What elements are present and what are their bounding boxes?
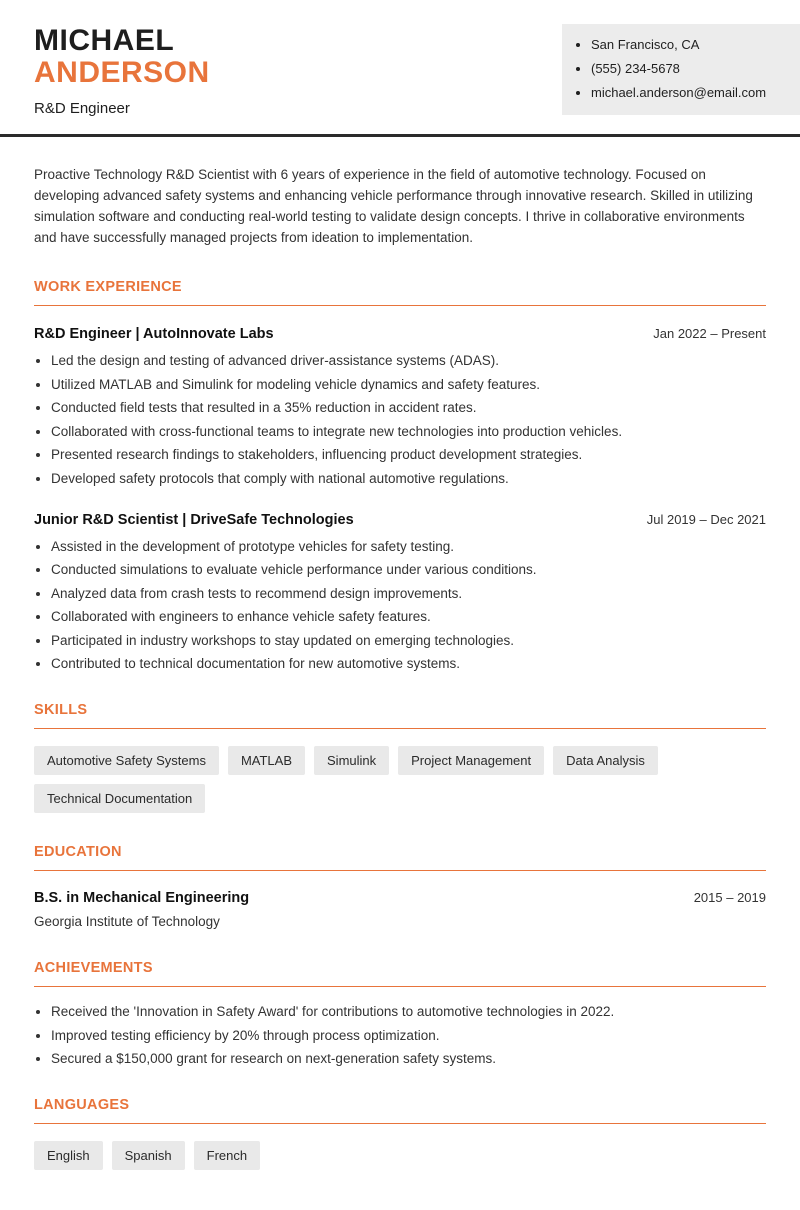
skill-tag: Simulink xyxy=(314,746,389,775)
first-name: MICHAEL xyxy=(34,24,175,57)
job-header xyxy=(34,326,766,342)
contact-box xyxy=(562,24,800,115)
header-job-title: R&D Engineer xyxy=(34,100,130,118)
skill-tag: Automotive Safety Systems xyxy=(34,746,219,775)
job-bullet: • Contributed to technical documentation for new automotive systems. xyxy=(51,656,766,671)
summary-paragraph: Proactive Technology R&D Scientist with 6 years of experience in the field of automotive technology. Focused on developing advanced safety systems and enhancing vehicle performance through innovative research. Skilled in utilizing simulation software and conducting real-world testing to validate design concepts. I thrive in collaborative environments and have successfully managed projects from ideation to implementation. xyxy=(34,167,753,246)
resume-header xyxy=(0,0,800,134)
skill-tag: Project Management xyxy=(398,746,544,775)
section-education xyxy=(34,844,766,929)
achievement-bullet: • Improved testing efficiency by 20% through process optimization. xyxy=(51,1028,766,1043)
job-title-company: Junior R&D Scientist | DriveSafe Technologies xyxy=(34,511,354,528)
job-bullet: • Conducted simulations to evaluate vehicle performance under various conditions. xyxy=(51,562,766,577)
contact-email: • michael.anderson@email.com xyxy=(591,85,786,100)
skills-tag-list xyxy=(34,746,766,813)
job-entry xyxy=(34,512,766,672)
skill-tag: Technical Documentation xyxy=(34,784,205,813)
job-bullet: • Led the design and testing of advanced driver-assistance systems (ADAS). xyxy=(51,353,766,368)
job-entry xyxy=(34,326,766,486)
languages-heading: LANGUAGES xyxy=(34,1097,766,1124)
achievements-list xyxy=(34,1004,766,1066)
last-name: ANDERSON xyxy=(34,56,210,90)
skills-heading: SKILLS xyxy=(34,702,766,729)
job-bullet-list xyxy=(34,539,766,672)
language-tag: English xyxy=(34,1141,103,1170)
section-achievements xyxy=(34,960,766,1066)
job-bullet: • Assisted in the development of prototype vehicles for safety testing. xyxy=(51,539,766,554)
job-bullet: • Utilized MATLAB and Simulink for modeling vehicle dynamics and safety features. xyxy=(51,377,766,392)
education-degree: B.S. in Mechanical Engineering xyxy=(34,890,250,907)
languages-tag-list xyxy=(34,1141,766,1170)
achievements-heading: ACHIEVEMENTS xyxy=(34,960,766,987)
language-tag: Spanish xyxy=(112,1141,185,1170)
job-bullet: • Developed safety protocols that comply with national automotive regulations. xyxy=(51,471,766,486)
job-bullet: • Conducted field tests that resulted in a 35% reduction in accident rates. xyxy=(51,400,766,415)
job-header xyxy=(34,512,766,528)
job-bullet-list xyxy=(34,353,766,486)
language-tag: French xyxy=(194,1141,260,1170)
education-school: Georgia Institute of Technology xyxy=(34,914,220,930)
job-bullet: • Collaborated with cross-functional teams to integrate new technologies into production vehicles. xyxy=(51,424,766,439)
job-bullet: • Participated in industry workshops to stay updated on emerging technologies. xyxy=(51,633,766,648)
contact-list xyxy=(578,37,786,100)
section-work-experience xyxy=(34,279,766,671)
education-entry-header xyxy=(34,890,766,906)
header-divider xyxy=(0,134,800,137)
achievement-bullet: • Secured a $150,000 grant for research on next-generation safety systems. xyxy=(51,1051,766,1066)
education-dates: 2015 – 2019 xyxy=(693,890,766,906)
skill-tag: Data Analysis xyxy=(553,746,658,775)
job-title-company: R&D Engineer | AutoInnovate Labs xyxy=(34,326,274,343)
contact-phone: • (555) 234-5678 xyxy=(591,61,786,76)
section-skills xyxy=(34,702,766,813)
job-bullet: • Presented research findings to stakeholders, influencing product development strategies. xyxy=(51,447,766,462)
contact-location: • San Francisco, CA xyxy=(591,37,786,52)
achievement-bullet: • Received the 'Innovation in Safety Award' for contributions to automotive technologies in 2022. xyxy=(51,1004,766,1019)
education-heading: EDUCATION xyxy=(34,844,766,871)
skill-tag: MATLAB xyxy=(228,746,305,775)
job-bullet: • Analyzed data from crash tests to recommend design improvements. xyxy=(51,586,766,601)
resume-content xyxy=(0,164,800,1210)
job-dates: Jul 2019 – Dec 2021 xyxy=(646,511,766,527)
job-dates: Jan 2022 – Present xyxy=(653,326,766,342)
section-languages xyxy=(34,1097,766,1170)
job-bullet: • Collaborated with engineers to enhance vehicle safety features. xyxy=(51,609,766,624)
work-experience-heading: WORK EXPERIENCE xyxy=(34,279,766,306)
